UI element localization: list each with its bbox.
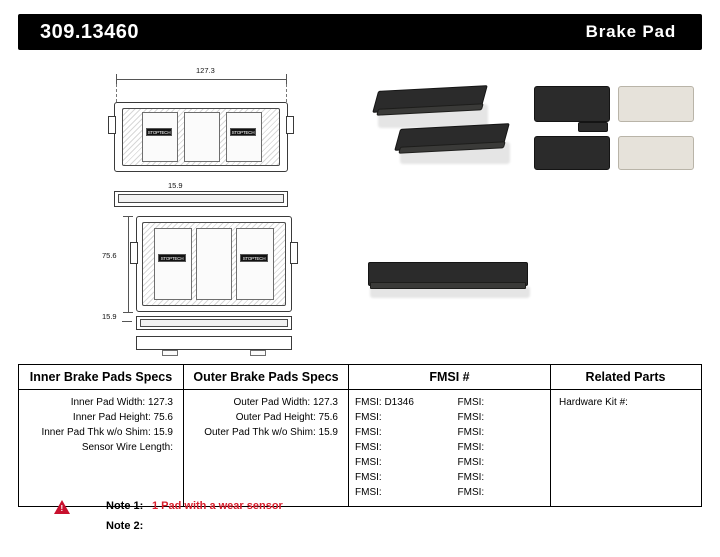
column-header-inner-specs: Inner Brake Pads Specs: [19, 365, 184, 389]
specs-table-header-row: [19, 365, 701, 390]
pad-brand-tag-left: STOPTECH: [147, 130, 171, 135]
fmsi-right-value: FMSI:: [457, 442, 485, 453]
page-title: Brake Pad: [585, 22, 676, 41]
fmsi-column: [349, 390, 551, 506]
outer-spec-row: Outer Pad Height: 75.6: [235, 412, 338, 423]
outer-spec-row: Outer Pad Width: 127.3: [233, 397, 338, 408]
column-header-related-parts: Related Parts: [585, 370, 666, 384]
photo-pad-front-bottom-right: [618, 136, 694, 170]
dimension-width-tick-right: [286, 74, 287, 84]
dimension-height-tick-top: [123, 216, 133, 217]
fmsi-left-value: FMSI:: [355, 472, 382, 483]
note-2-label: Note 2:: [106, 520, 144, 532]
inner-spec-row: Inner Pad Width: 127.3: [70, 397, 173, 408]
fmsi-row: [349, 470, 550, 485]
fmsi-right-value: FMSI:: [457, 487, 485, 498]
warning-exclamation-icon: !: [60, 504, 64, 513]
photo-pad-back-top-left: [534, 86, 610, 122]
pad-slot-left: [142, 112, 178, 162]
pad-ear-top-right: [286, 116, 294, 134]
header-bar: [18, 14, 702, 50]
photo-pad-shim-center: [578, 122, 608, 132]
photo-pad-front-top-right: [618, 86, 694, 122]
dimension-height-label: 75.6: [102, 251, 117, 260]
fmsi-right-value: FMSI:: [457, 412, 485, 423]
dimension-width-tick-left: [116, 74, 117, 84]
pad-brand-tag-right: STOPTECH: [231, 130, 255, 135]
pad-slot-center: [184, 112, 220, 162]
fmsi-left-value: FMSI:: [355, 442, 382, 453]
fmsi-left-value: FMSI:: [355, 412, 382, 423]
fmsi-row: [349, 440, 550, 455]
pad-ear-front-right: [290, 242, 298, 264]
related-part-row: Hardware Kit #:: [559, 397, 628, 408]
fmsi-right-value: FMSI:: [457, 472, 485, 483]
column-header-fmsi: FMSI #: [349, 365, 551, 389]
related-parts-column: [551, 390, 700, 506]
technical-drawing-area: [18, 54, 702, 354]
pad-backing-tab-right: [250, 350, 266, 356]
extension-line-left: [116, 84, 117, 102]
pad-bottom-friction: [140, 319, 288, 327]
pad-slot-right: [226, 112, 262, 162]
pad-ear-front-left: [130, 242, 138, 264]
fmsi-left-value: FMSI: D1346: [355, 397, 414, 408]
photo-pad-edge-on-backing: [370, 282, 526, 289]
dimension-thickness-label: 15.9: [102, 312, 117, 321]
pad-backing-tab-left: [162, 350, 178, 356]
inner-specs-column: [19, 390, 184, 506]
note-1-text: 1 Pad with a wear sensor: [152, 500, 283, 512]
specs-table-body: [19, 390, 701, 506]
fmsi-row: [349, 425, 550, 440]
fmsi-row: [349, 410, 550, 425]
pad-front-tag-left: STOPTECH: [158, 254, 186, 262]
fmsi-right-value: FMSI:: [457, 397, 485, 408]
photo-pad-back-bottom-left: [534, 136, 610, 170]
pad-front-tag-right: STOPTECH: [240, 254, 268, 262]
notes-section: [18, 497, 702, 547]
inner-spec-row: Inner Pad Height: 75.6: [72, 412, 173, 423]
dimension-height-tick-bottom: [123, 312, 133, 313]
pad-backing-plate-view: [136, 336, 292, 350]
note-1-label: Note 1:: [106, 500, 144, 512]
outer-spec-row: Outer Pad Thk w/o Shim: 15.9: [204, 427, 338, 438]
fmsi-left-value: FMSI:: [355, 427, 382, 438]
dimension-thickness-line: [122, 321, 132, 322]
pad-front-slot-left: [154, 228, 192, 300]
column-header-outer-specs: Outer Brake Pads Specs: [184, 365, 349, 389]
fmsi-right-value: FMSI:: [457, 457, 485, 468]
fmsi-left-value: FMSI:: [355, 457, 382, 468]
pad-edge-friction: [118, 194, 284, 203]
dimension-width-line: [116, 79, 286, 80]
inner-spec-row: Inner Pad Thk w/o Shim: 15.9: [41, 427, 173, 438]
fmsi-left-value: FMSI:: [355, 487, 382, 498]
inner-spec-row: Sensor Wire Length:: [81, 442, 173, 453]
part-number: 309.13460: [40, 21, 140, 43]
specs-table: [18, 364, 702, 507]
fmsi-right-value: FMSI:: [457, 427, 485, 438]
fmsi-row: [349, 455, 550, 470]
edge-view-note: 15.9: [168, 181, 183, 190]
fmsi-row: [349, 395, 550, 410]
pad-front-slot-right: [236, 228, 274, 300]
outer-specs-column: [184, 390, 349, 506]
dimension-width-label: 127.3: [196, 66, 215, 75]
pad-front-slot-center: [196, 228, 232, 300]
pad-ear-top-left: [108, 116, 116, 134]
dimension-height-line: [128, 216, 129, 312]
extension-line-right: [286, 84, 287, 102]
